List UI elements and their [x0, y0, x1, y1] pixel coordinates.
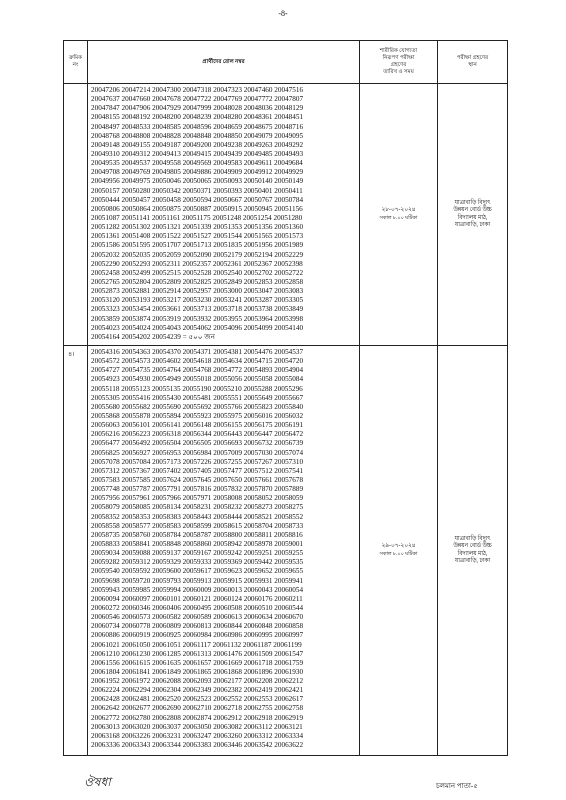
- roll-line: 20054164 20054202 20054239 = ৫০০ জন: [91, 332, 216, 341]
- exam-time: সকাল ৮.০০ ঘটিকা: [379, 215, 418, 221]
- roll-line: 20055305 20055416 20055430 20055481 20055551 20055649 20055667: [91, 393, 304, 402]
- roll-line: 20061210 20061230 20061285 20061313 20061476 20061509 20061547: [91, 649, 304, 658]
- section-serial: ৪।: [64, 346, 88, 756]
- roll-line: 20062224 20062294 20062304 20062349 20062382 20062419 20062421: [91, 686, 304, 695]
- roll-line: 20050444 20050457 20050458 20050594 20050667 20050767 20050784: [91, 195, 304, 204]
- signature: ঔষধা: [84, 775, 111, 789]
- roll-line: 20057583 20057585 20057624 20057645 20057650 20057661 20057678: [91, 475, 304, 484]
- roll-line: 20047637 20047660 20047678 20047722 20047769 20047772 20047807: [91, 95, 304, 104]
- roll-line: 20053120 20053193 20053217 20053230 20053241 20053287 20053305: [91, 296, 304, 305]
- roll-line: 20054023 20054024 20054043 20054062 20054096 20054099 20054140: [91, 323, 304, 332]
- roll-line: 20058833 20058841 20058848 20058860 20058942 20058978 20059001: [91, 539, 304, 548]
- roll-line: 20051586 20051595 20051707 20051713 20051835 20051956 20051989: [91, 241, 304, 250]
- roll-line: 20055680 20055682 20055690 20055692 20055766 20055823 20055840: [91, 402, 304, 411]
- roll-line: 20057748 20057787 20057791 20057816 20057832 20057870 20057889: [91, 485, 304, 494]
- roll-line: 20056825 20056927 20056953 20056984 20057009 20057030 20057074: [91, 448, 304, 457]
- roll-header: প্রার্থীদের রোল নম্বর: [88, 41, 360, 84]
- roll-line: 20049535 20049537 20049558 20049569 20049583 20049611 20049684: [91, 159, 303, 168]
- roll-line: 20063013 20063020 20063037 20063050 20063082 20063112 20063121: [91, 722, 303, 731]
- roll-line: 20055868 20055878 20055894 20055923 20055975 20056016 20056032: [91, 411, 304, 420]
- roll-line: 20047206 20047214 20047300 20047318 20047323 20047460 20047516: [91, 86, 304, 94]
- roll-line: 20052458 20052499 20052515 20052528 20052540 20052702 20052722: [91, 268, 304, 277]
- roll-line: 20060886 20060919 20060925 20060984 20060986 20060995 20060997: [91, 631, 304, 640]
- roll-list: [88, 346, 360, 756]
- roll-line: 20062428 20062481 20062520 20062523 20062552 20062553 20062617: [91, 695, 304, 704]
- section-row-4: [64, 346, 508, 756]
- roll-line: 20060094 20060097 20060101 20060121 20060124 20060176 20060211: [91, 594, 303, 603]
- roll-line: 20052873 20052881 20052914 20052957 20053000 20053047 20053083: [91, 287, 304, 296]
- roll-line: 20059540 20059592 20059600 20059617 20059623 20059652 20059655: [91, 567, 304, 576]
- roll-line: 20049148 20049155 20049187 20049200 20049238 20049263 20049292: [91, 140, 304, 149]
- roll-line: 20051361 20051408 20051522 20051527 20051544 20051565 20051573: [91, 232, 304, 241]
- roll-line: 20049310 20049312 20049413 20049415 20049439 20049485 20049493: [91, 149, 304, 158]
- roll-line: 20050157 20050280 20050342 20050371 20050393 20050401 20050411: [91, 186, 303, 195]
- roll-line: 20058352 20058353 20058383 20058443 20058444 20058521 20058552: [91, 512, 304, 521]
- roll-line: 20048155 20048192 20048200 20048239 20048280 20048361 20048451: [91, 113, 304, 122]
- roll-list: [88, 84, 360, 346]
- roll-line: 20062642 20062677 20062690 20062710 20062718 20062755 20062758: [91, 704, 304, 713]
- roll-table: [63, 40, 508, 756]
- roll-line: 20053323 20053454 20053661 20053713 20053718 20053738 20053849: [91, 305, 304, 314]
- roll-line: 20053859 20053874 20053919 20053932 20053955 20053964 20053998: [91, 314, 304, 323]
- roll-line: 20061804 20061841 20061849 20061865 20061868 20061896 20061930: [91, 667, 304, 676]
- roll-line: 20047847 20047906 20047929 20047999 20048028 20048036 20048129: [91, 104, 304, 113]
- roll-line: 20059698 20059720 20059793 20059913 20059915 20059931 20059941: [91, 576, 304, 585]
- roll-line: 20059943 20059985 20059994 20060009 20060013 20060043 20060054: [91, 585, 304, 594]
- roll-line: 20063336 20063343 20063344 20063383 20063446 20063542 20063622: [91, 741, 304, 750]
- roll-line: 20054572 20054573 20054602 20054618 20054634 20054715 20054720: [91, 357, 304, 366]
- roll-line: 20057956 20057961 20057966 20057971 20058008 20058052 20058059: [91, 494, 304, 503]
- serial-header: ক্রমিক নং: [64, 41, 88, 84]
- roll-line: 20061952 20061972 20062088 20062093 20062177 20062208 20062212: [91, 677, 304, 686]
- roll-line: 20048497 20048533 20048585 20048596 20048659 20048675 20048716: [91, 122, 304, 131]
- exam-datetime: [360, 346, 438, 756]
- table-header: [64, 41, 508, 84]
- exam-venue: যাত্রাবাড়ি বিদ্যুৎ উন্নয়ন বোর্ড উচ্চ বিদ্যালয় মাঠ, যাত্রাবাড়ি, ঢাকা: [438, 84, 508, 346]
- exam-datetime: [360, 84, 438, 346]
- roll-line: 20058735 20058760 20058784 20058787 20058800 20058811 20058816: [91, 530, 303, 539]
- exam-datetime-header: শারীরিক যোগ্যতা নিরূপণ পরীক্ষা গ্রহণের তারিখ ও সময়: [360, 41, 438, 84]
- roll-line: 20052765 20052804 20052809 20052825 20052849 20052853 20052858: [91, 277, 304, 286]
- roll-line: 20059282 20059312 20059329 20059333 20059369 20059442 20059535: [91, 558, 304, 567]
- roll-line: 20060272 20060346 20060406 20060495 20060508 20060510 20060544: [91, 603, 304, 612]
- roll-line: 20058558 20058577 20058583 20058599 20058615 20058704 20058733: [91, 521, 304, 530]
- roll-line: 20049956 20049975 20050046 20050065 20050093 20050140 20050149: [91, 177, 304, 186]
- section-row-3: [64, 84, 508, 346]
- roll-line: 20059034 20059088 20059137 20059167 20059242 20059251 20059255: [91, 549, 304, 558]
- roll-line: 20051282 20051302 20051321 20051339 20051353 20051356 20051360: [91, 223, 304, 232]
- exam-date: ২৮-০৭-২০২৪: [381, 207, 416, 213]
- roll-line: 20050806 20050864 20050875 20050887 20050915 20050945 20051156: [91, 204, 303, 213]
- roll-line: 20052032 20052035 20052059 20052090 20052179 20052194 20052229: [91, 250, 304, 259]
- roll-line: 20061556 20061615 20061635 20061657 20061669 20061718 20061759: [91, 658, 304, 667]
- roll-line: 20049708 20049769 20049805 20049886 20049909 20049912 20049929: [91, 168, 304, 177]
- roll-line: 20052290 20052293 20052311 20052357 20052361 20052367 20052398: [91, 259, 303, 268]
- page-number: -8-: [278, 9, 288, 18]
- roll-line: 20061021 20061050 20061051 20061117 20061132 20061187 20061199: [91, 640, 302, 649]
- roll-line: 20054316 20054363 20054370 20054371 20054381 20054476 20054537: [91, 348, 304, 356]
- roll-line: 20048768 20048808 20048828 20048848 20048850 20049079 20049095: [91, 131, 304, 140]
- roll-line: 20060546 20060573 20060582 20060589 20060613 20060634 20060670: [91, 613, 304, 622]
- exam-venue-header: পরীক্ষা গ্রহণের স্থান: [438, 41, 508, 84]
- exam-time: সকাল ৮.০০ ঘটিকা: [379, 551, 418, 557]
- roll-line: 20057312 20057367 20057402 20057405 20057477 20057512 20057541: [91, 466, 304, 475]
- roll-line: 20055118 20055123 20055135 20055190 20055210 20055288 20055296: [91, 384, 303, 393]
- roll-line: 20058079 20058085 20058134 20058231 20058232 20058273 20058275: [91, 503, 304, 512]
- roll-line: 20056063 20056101 20056141 20056148 20056155 20056175 20056191: [91, 421, 304, 430]
- roll-line: 20057078 20057084 20057173 20057226 20057255 20057267 20057310: [91, 457, 304, 466]
- roll-line: 20062772 20062780 20062808 20062874 20062912 20062918 20062919: [91, 713, 304, 722]
- roll-line: 20060734 20060778 20060809 20060813 20060844 20060848 20060858: [91, 622, 304, 631]
- exam-date: ২৯-০৭-২০২৪: [381, 543, 416, 549]
- roll-line: 20056477 20056492 20056504 20056505 20056693 20056732 20056739: [91, 439, 304, 448]
- roll-line: 20051087 20051141 20051161 20051175 20051248 20051254 20051280: [91, 213, 303, 222]
- roll-line: 20063168 20063226 20063231 20063247 20063260 20063312 20063334: [91, 731, 304, 740]
- exam-venue: যাত্রাবাড়ি বিদ্যুৎ উন্নয়ন বোর্ড উচ্চ বিদ্যালয় মাঠ, যাত্রাবাড়ি, ঢাকা: [438, 346, 508, 756]
- roll-line: 20056216 20056223 20056318 20056344 20056443 20056447 20056472: [91, 430, 304, 439]
- continued-page-note: চলমান পাতা-৫: [436, 782, 478, 790]
- roll-line: 20054923 20054930 20054949 20055018 20055056 20055058 20055084: [91, 375, 304, 384]
- roll-line: 20054727 20054735 20054764 20054768 20054772 20054893 20054904: [91, 366, 304, 375]
- section-serial: [64, 84, 88, 346]
